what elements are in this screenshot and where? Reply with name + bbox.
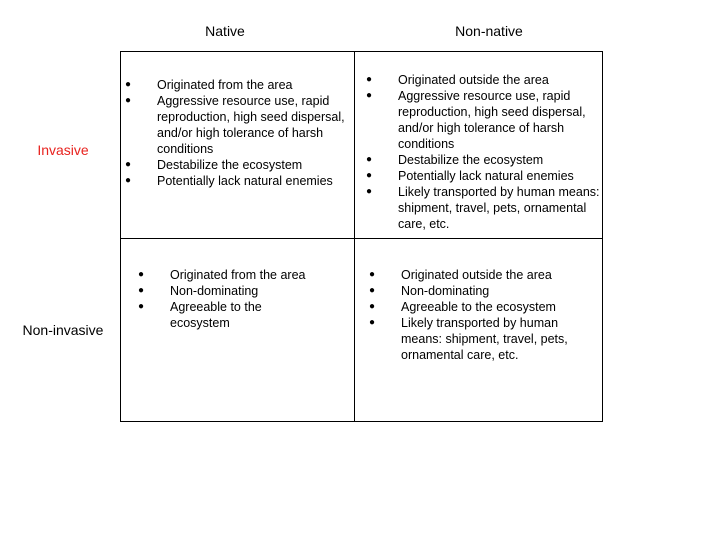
bullet-item: ● Agreeable to the ecosystem	[369, 299, 594, 315]
bullet-item: ● Potentially lack natural enemies	[125, 173, 347, 189]
cell-native-invasive	[125, 77, 347, 189]
bullet-item: ● Agreeable to the ecosystem	[138, 299, 318, 331]
row-header-noninvasive: Non-invasive	[22, 322, 104, 338]
bullet-item: ● Aggressive resource use, rapid reproduction, high seed dispersal, and/or high tolerance of harsh conditions	[125, 93, 347, 157]
bullet-item: ● Aggressive resource use, rapid reproduction, high seed dispersal, and/or high tolerance of harsh conditions	[366, 88, 600, 152]
grid-horizontal-divider	[121, 238, 602, 239]
column-header-nonnative: Non-native	[455, 23, 523, 39]
bullet-item: ● Originated outside the area	[366, 72, 600, 88]
bullet-item: ● Originated from the area	[125, 77, 347, 93]
bullet-item: ● Destabilize the ecosystem	[125, 157, 347, 173]
row-header-invasive: Invasive	[37, 142, 89, 158]
cell-nonnative-noninvasive	[369, 267, 594, 363]
bullet-item: ● Non-dominating	[369, 283, 594, 299]
column-header-native: Native	[205, 23, 245, 39]
bullet-item: ● Likely transported by human means: shipment, travel, pets, ornamental care, etc.	[366, 184, 600, 232]
bullet-item: ● Originated from the area	[138, 267, 318, 283]
bullet-item: ● Non-dominating	[138, 283, 318, 299]
cell-native-noninvasive	[138, 267, 318, 331]
bullet-item: ● Destabilize the ecosystem	[366, 152, 600, 168]
bullet-item: ● Originated outside the area	[369, 267, 594, 283]
grid-vertical-divider	[354, 52, 355, 421]
cell-nonnative-invasive	[366, 72, 600, 232]
bullet-item: ● Likely transported by human means: shipment, travel, pets, ornamental care, etc.	[369, 315, 594, 363]
bullet-item: ● Potentially lack natural enemies	[366, 168, 600, 184]
